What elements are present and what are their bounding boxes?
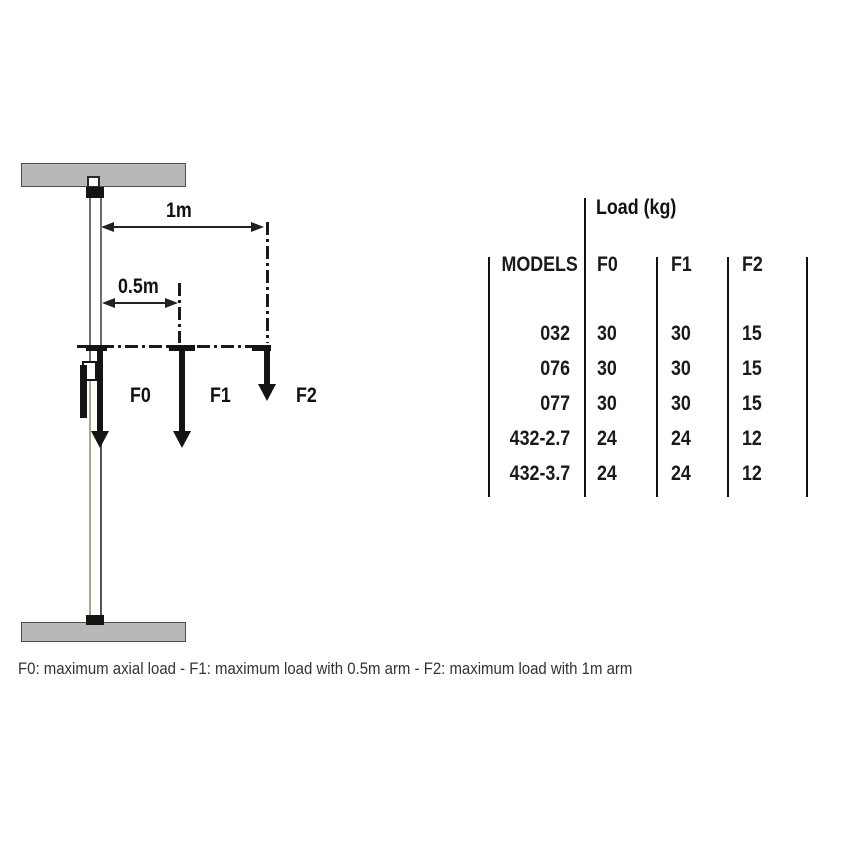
model-cell: 032 <box>540 322 570 345</box>
pole-clamp-bar <box>80 365 87 418</box>
ceiling-bar <box>21 163 186 187</box>
force-label-f0: F0 <box>130 384 151 407</box>
f2-cell: 15 <box>742 357 762 380</box>
f2-cell: 15 <box>742 392 762 415</box>
f1-arrow-shaft <box>179 345 185 432</box>
force-label-f2: F2 <box>296 384 317 407</box>
force-label-f1: F1 <box>210 384 231 407</box>
table-rule-models-f0 <box>584 198 586 497</box>
axis-line-1m <box>266 222 269 343</box>
f0-cell: 30 <box>597 392 617 415</box>
f2-arrowhead-icon <box>258 384 276 401</box>
pole-bottom-foot <box>86 615 104 625</box>
f2-cell: 12 <box>742 427 762 450</box>
table-row <box>488 463 810 485</box>
model-cell: 076 <box>540 357 570 380</box>
model-cell: 077 <box>540 392 570 415</box>
f0-cell: 30 <box>597 357 617 380</box>
dim-05m-line <box>113 302 167 304</box>
f0-cell: 24 <box>597 462 617 485</box>
model-cell: 432-3.7 <box>509 462 570 485</box>
table-row <box>488 428 810 450</box>
column-header-f0: F0 <box>597 253 618 276</box>
f1-cell: 24 <box>671 427 691 450</box>
axis-line-05m <box>178 283 181 343</box>
dim-1m-arrowhead-right <box>251 222 264 232</box>
column-header-models: MODELS <box>501 253 578 276</box>
f0-cell: 30 <box>597 322 617 345</box>
table-load-header: Load (kg) <box>596 196 677 219</box>
f1-cell: 24 <box>671 462 691 485</box>
f2-cell: 12 <box>742 462 762 485</box>
dim-1m-line <box>112 226 252 228</box>
table-row <box>488 358 810 380</box>
model-cell: 432-2.7 <box>509 427 570 450</box>
f1-cell: 30 <box>671 322 691 345</box>
dim-05m-arrowhead-right <box>165 298 178 308</box>
f2-cell: 15 <box>742 322 762 345</box>
floor-bar <box>21 622 186 642</box>
legend-caption: F0: maximum axial load - F1: maximum load with 0.5m arm - F2: maximum load with 1m arm <box>18 659 633 678</box>
f0-cell: 24 <box>597 427 617 450</box>
dim-label-05m: 0.5m <box>118 275 159 298</box>
column-header-f1: F1 <box>671 253 692 276</box>
f1-arrowhead-icon <box>173 431 191 448</box>
pole-top-mount <box>86 187 104 198</box>
table-header-row <box>488 254 810 276</box>
f1-cell: 30 <box>671 357 691 380</box>
dim-label-1m: 1m <box>166 199 192 222</box>
table-row <box>488 323 810 345</box>
table-row <box>488 393 810 415</box>
f1-cell: 30 <box>671 392 691 415</box>
f2-arrow-shaft <box>264 345 270 385</box>
column-header-f2: F2 <box>742 253 763 276</box>
f0-arrow-shaft <box>97 345 103 432</box>
f0-arrowhead-icon <box>91 431 109 448</box>
